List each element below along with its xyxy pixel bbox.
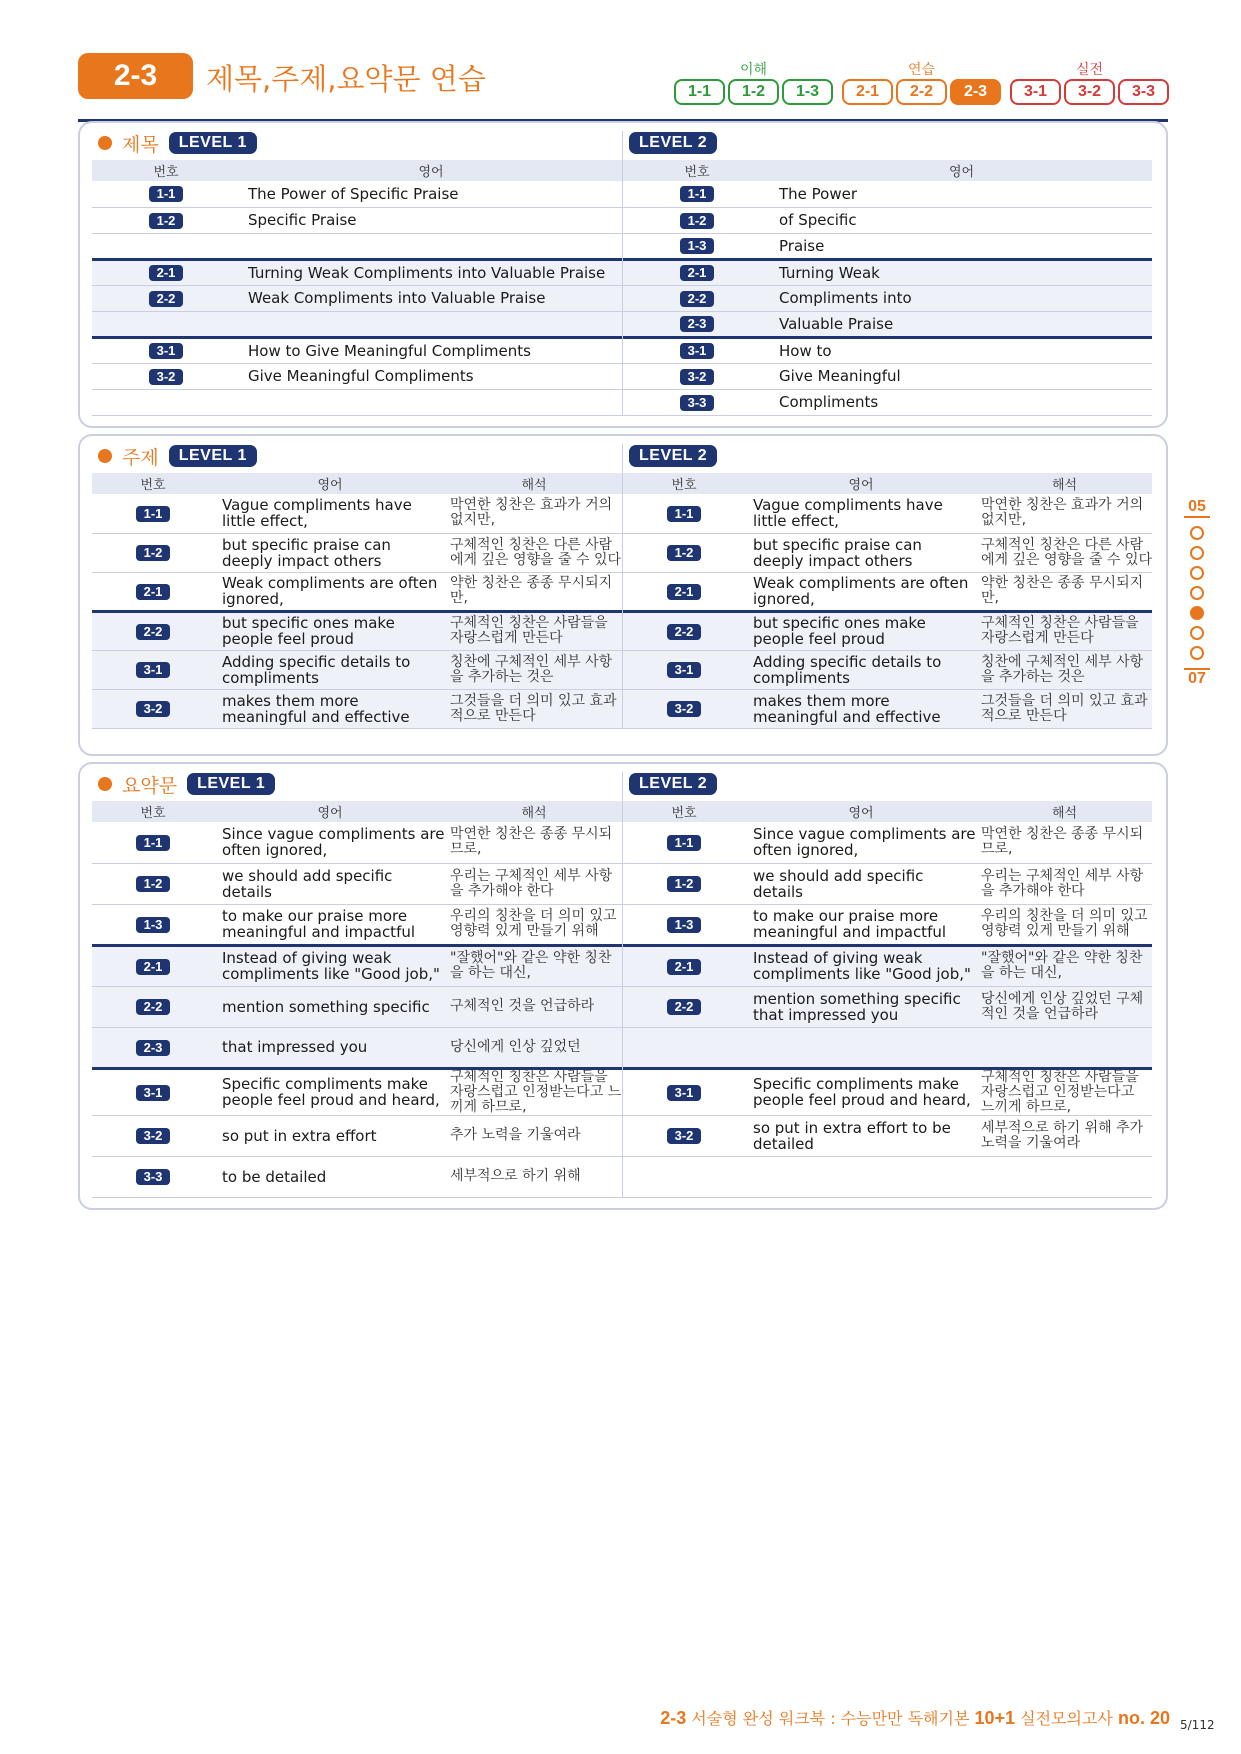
english-cell: makes them more meaningful and effective xyxy=(745,689,977,728)
row-number-badge: 3-1 xyxy=(667,1085,701,1101)
row-number-badge: 2-2 xyxy=(136,999,170,1015)
table-row xyxy=(623,181,1152,207)
english-cell: Weak compliments are often ignored, xyxy=(745,572,977,611)
row-number-badge: 3-1 xyxy=(680,343,714,359)
table-row xyxy=(623,863,1152,904)
english-cell: Give Meaningful Compliments xyxy=(240,363,622,389)
section-number-badge: 2-3 xyxy=(78,53,193,99)
row-number-cell xyxy=(623,389,771,415)
row-number-cell xyxy=(623,904,745,945)
side-nav-circle[interactable] xyxy=(1190,586,1204,600)
korean-cell: 막연한 칭찬은 효과가 거의 없지만, xyxy=(446,494,622,533)
row-number-badge: 3-2 xyxy=(667,701,701,717)
col-header-eng: 영어 xyxy=(771,160,1152,181)
row-number-cell xyxy=(623,863,745,904)
english-cell: but specific ones make people feel proud xyxy=(214,611,446,650)
nav-pill-1-3[interactable]: 1-3 xyxy=(782,79,833,105)
english-cell: to make our praise more meaningful and impactful xyxy=(745,904,977,945)
topic-section xyxy=(78,434,1168,756)
summary-section xyxy=(78,762,1168,1210)
topic-table-level1 xyxy=(92,473,622,729)
nav-group-real xyxy=(1010,59,1169,105)
english-cell: Compliments xyxy=(771,389,1152,415)
table-row xyxy=(92,337,622,363)
table-row xyxy=(92,986,622,1027)
page-header xyxy=(78,53,1168,121)
row-number-badge: 1-2 xyxy=(136,876,170,892)
row-number-badge: 3-2 xyxy=(680,369,714,385)
nav-pill-1-2[interactable]: 1-2 xyxy=(728,79,779,105)
row-number-cell xyxy=(92,533,214,572)
table-row xyxy=(92,233,622,259)
row-number-cell xyxy=(92,494,214,533)
korean-cell: 우리의 칭찬을 더 의미 있고 영향력 있게 만들기 위해 xyxy=(977,904,1152,945)
section-name: 요약문 xyxy=(122,774,178,797)
row-number-cell xyxy=(623,1115,745,1156)
summary-table-level1 xyxy=(92,801,622,1198)
title-table-level1 xyxy=(92,160,622,416)
row-number-cell xyxy=(623,650,745,689)
table-row xyxy=(92,533,622,572)
table-row xyxy=(623,259,1152,285)
table-row xyxy=(623,1027,1152,1068)
table-row xyxy=(623,533,1152,572)
row-number-badge: 2-1 xyxy=(149,265,183,281)
nav-group-label: 실전 xyxy=(1075,62,1104,78)
row-number-cell xyxy=(92,1027,214,1068)
title-section xyxy=(78,121,1168,428)
row-number-badge: 3-2 xyxy=(667,1128,701,1144)
english-cell: to make our praise more meaningful and impactful xyxy=(214,904,446,945)
row-number-cell xyxy=(623,285,771,311)
korean-cell: 구체적인 칭찬은 다른 사람에게 깊은 영향을 줄 수 있다 xyxy=(977,533,1152,572)
table-row xyxy=(92,572,622,611)
row-number-cell xyxy=(92,945,214,986)
table-row xyxy=(92,207,622,233)
bullet-dot xyxy=(98,777,112,791)
row-number-cell xyxy=(92,207,240,233)
row-number-cell xyxy=(92,822,214,863)
row-number-cell xyxy=(92,363,240,389)
english-cell: we should add specific details xyxy=(745,863,977,904)
table-row xyxy=(92,904,622,945)
row-number-cell xyxy=(92,285,240,311)
row-number-cell xyxy=(623,533,745,572)
level-badge: LEVEL 1 xyxy=(169,132,257,154)
table-row xyxy=(92,363,622,389)
side-nav-end: 07 xyxy=(1184,668,1210,688)
row-number-badge: 3-1 xyxy=(149,343,183,359)
row-number-badge: 1-1 xyxy=(149,186,183,202)
topic-level1 xyxy=(92,444,622,729)
footer-book-title xyxy=(560,1706,1170,1729)
nav-pill-2-3[interactable]: 2-3 xyxy=(950,79,1001,105)
english-cell: The Power of Specific Praise xyxy=(240,181,622,207)
english-cell: Compliments into xyxy=(771,285,1152,311)
section-name: 주제 xyxy=(122,446,159,469)
table-row xyxy=(92,1115,622,1156)
english-cell: How to Give Meaningful Compliments xyxy=(240,337,622,363)
title-level2 xyxy=(622,131,1152,416)
english-cell: Valuable Praise xyxy=(771,311,1152,337)
table-row xyxy=(623,986,1152,1027)
table-row xyxy=(92,389,622,415)
row-number-badge: 1-1 xyxy=(680,186,714,202)
side-nav-circle[interactable] xyxy=(1190,546,1204,560)
row-number-cell xyxy=(92,311,240,337)
table-row xyxy=(623,650,1152,689)
row-number-badge: 3-3 xyxy=(136,1169,170,1185)
row-number-badge: 2-1 xyxy=(136,584,170,600)
korean-cell: 막연한 칭찬은 효과가 거의 없지만, xyxy=(977,494,1152,533)
col-header-num: 번호 xyxy=(623,160,771,181)
row-number-badge: 3-3 xyxy=(680,395,714,411)
col-header-eng: 영어 xyxy=(214,473,446,494)
table-row xyxy=(623,1068,1152,1115)
row-number-cell xyxy=(92,650,214,689)
english-cell: but specific praise can deeply impact others xyxy=(745,533,977,572)
col-header-eng: 영어 xyxy=(240,160,622,181)
side-nav-start: 05 xyxy=(1184,498,1210,518)
side-nav-circle[interactable] xyxy=(1190,606,1204,620)
nav-pill-1-1[interactable]: 1-1 xyxy=(674,79,725,105)
row-number-cell xyxy=(623,611,745,650)
korean-cell: 막연한 칭찬은 종종 무시되므로, xyxy=(977,822,1152,863)
english-cell: but specific praise can deeply impact others xyxy=(214,533,446,572)
col-header-num: 번호 xyxy=(623,801,745,822)
english-cell: that impressed you xyxy=(214,1027,446,1068)
row-number-cell xyxy=(623,1156,745,1197)
table-row xyxy=(92,945,622,986)
english-cell: Adding specific details to compliments xyxy=(214,650,446,689)
row-number-badge: 3-2 xyxy=(149,369,183,385)
korean-cell: 우리의 칭찬을 더 의미 있고 영향력 있게 만들기 위해 xyxy=(446,904,622,945)
row-number-cell xyxy=(623,945,745,986)
table-row xyxy=(92,611,622,650)
col-header-kor: 해석 xyxy=(977,801,1152,822)
english-cell: Specific Praise xyxy=(240,207,622,233)
page-title: 제목,주제,요약문 연습 xyxy=(206,62,486,96)
korean-cell: "잘했어"와 같은 약한 칭찬을 하는 대신, xyxy=(977,945,1152,986)
table-row xyxy=(92,1027,622,1068)
english-cell: Vague compliments have little effect, xyxy=(745,494,977,533)
korean-cell: 구체적인 칭찬은 사람들을 자랑스럽게 만든다 xyxy=(977,611,1152,650)
korean-cell: 구체적인 칭찬은 사람들을 자랑스럽게 만든다 xyxy=(446,611,622,650)
row-number-badge: 1-3 xyxy=(680,238,714,254)
row-number-cell xyxy=(623,311,771,337)
table-row xyxy=(623,494,1152,533)
row-number-cell xyxy=(623,181,771,207)
side-nav-circle[interactable] xyxy=(1190,526,1204,540)
row-number-badge: 2-2 xyxy=(136,624,170,640)
row-number-cell xyxy=(92,337,240,363)
row-number-badge: 1-2 xyxy=(136,545,170,561)
english-cell: but specific ones make people feel proud xyxy=(745,611,977,650)
table-row xyxy=(623,904,1152,945)
level-badge: LEVEL 1 xyxy=(169,445,257,467)
table-row xyxy=(623,389,1152,415)
row-number-cell xyxy=(92,389,240,415)
row-number-cell xyxy=(623,1068,745,1115)
level-badge: LEVEL 1 xyxy=(187,773,275,795)
table-row xyxy=(623,945,1152,986)
table-row xyxy=(623,285,1152,311)
col-header-eng: 영어 xyxy=(745,473,977,494)
row-number-badge: 1-1 xyxy=(136,835,170,851)
row-number-badge: 3-2 xyxy=(136,1128,170,1144)
row-number-cell xyxy=(623,337,771,363)
row-number-cell xyxy=(92,1068,214,1115)
summary-table-level2 xyxy=(623,801,1152,1198)
summary-level1 xyxy=(92,772,622,1198)
korean-cell: 칭찬에 구체적인 세부 사항을 추가하는 것은 xyxy=(446,650,622,689)
english-cell: Specific compliments make people feel proud and heard, xyxy=(214,1068,446,1115)
english-cell xyxy=(240,311,622,337)
row-number-cell xyxy=(623,822,745,863)
step-navigation xyxy=(668,53,1168,113)
col-header-kor: 해석 xyxy=(977,473,1152,494)
korean-cell: 그것들을 더 의미 있고 효과적으로 만든다 xyxy=(446,689,622,728)
korean-cell: 그것들을 더 의미 있고 효과적으로 만든다 xyxy=(977,689,1152,728)
col-header-num: 번호 xyxy=(92,160,240,181)
side-nav-circle[interactable] xyxy=(1190,566,1204,580)
side-nav-circles xyxy=(1184,518,1210,668)
row-number-badge: 3-1 xyxy=(136,1085,170,1101)
row-number-badge: 1-1 xyxy=(667,506,701,522)
korean-cell: 구체적인 것을 언급하라 xyxy=(446,986,622,1027)
bullet-dot xyxy=(98,449,112,463)
english-cell xyxy=(745,1156,977,1197)
row-number-badge: 2-1 xyxy=(680,265,714,281)
table-row xyxy=(92,259,622,285)
row-number-cell xyxy=(623,363,771,389)
korean-cell: 막연한 칭찬은 종종 무시되므로, xyxy=(446,822,622,863)
row-number-cell xyxy=(92,1156,214,1197)
footer-section: 2-3 xyxy=(660,1708,687,1728)
english-cell: The Power xyxy=(771,181,1152,207)
nav-pill-3-3[interactable]: 3-3 xyxy=(1118,79,1169,105)
korean-cell: 구체적인 칭찬은 다른 사람에게 깊은 영향을 줄 수 있다 xyxy=(446,533,622,572)
table-row xyxy=(623,1115,1152,1156)
row-number-badge: 1-2 xyxy=(680,213,714,229)
korean-cell xyxy=(977,1027,1152,1068)
row-number-badge: 1-2 xyxy=(667,876,701,892)
korean-cell: 세부적으로 하기 위해 xyxy=(446,1156,622,1197)
table-row xyxy=(623,311,1152,337)
level-badge: LEVEL 2 xyxy=(629,445,717,467)
korean-cell xyxy=(977,1156,1152,1197)
nav-pill-2-2[interactable]: 2-2 xyxy=(896,79,947,105)
col-header-kor: 해석 xyxy=(446,473,622,494)
level-badge: LEVEL 2 xyxy=(629,132,717,154)
korean-cell: 우리는 구체적인 세부 사항을 추가해야 한다 xyxy=(977,863,1152,904)
row-number-badge: 1-2 xyxy=(667,545,701,561)
table-row xyxy=(623,337,1152,363)
english-cell: Since vague compliments are often ignored, xyxy=(214,822,446,863)
row-number-cell xyxy=(92,572,214,611)
table-row xyxy=(92,1156,622,1197)
row-number-badge: 2-3 xyxy=(136,1040,170,1056)
row-number-badge: 1-1 xyxy=(136,506,170,522)
korean-cell: 약한 칭찬은 종종 무시되지만, xyxy=(977,572,1152,611)
col-header-eng: 영어 xyxy=(214,801,446,822)
row-number-badge: 1-2 xyxy=(149,213,183,229)
col-header-num: 번호 xyxy=(92,801,214,822)
row-number-badge: 1-3 xyxy=(667,917,701,933)
row-number-badge: 2-1 xyxy=(136,959,170,975)
table-row xyxy=(92,494,622,533)
footer-text: 서술형 완성 워크북 : 수능만만 독해기본 xyxy=(686,1709,975,1728)
english-cell: makes them more meaningful and effective xyxy=(214,689,446,728)
row-number-badge: 2-1 xyxy=(667,584,701,600)
row-number-cell xyxy=(92,1115,214,1156)
nav-group-label: 연습 xyxy=(907,62,936,78)
english-cell: so put in extra effort xyxy=(214,1115,446,1156)
row-number-badge: 2-2 xyxy=(667,999,701,1015)
footer-text2: 실전모의고사 xyxy=(1015,1709,1118,1728)
korean-cell: 당신에게 인상 깊었던 xyxy=(446,1027,622,1068)
table-row xyxy=(623,611,1152,650)
level-badge: LEVEL 2 xyxy=(629,773,717,795)
footer-exam-number: no. 20 xyxy=(1117,1708,1170,1728)
row-number-cell xyxy=(92,181,240,207)
row-number-badge: 2-2 xyxy=(149,291,183,307)
row-number-badge: 3-1 xyxy=(667,662,701,678)
english-cell: Vague compliments have little effect, xyxy=(214,494,446,533)
nav-pill-2-1[interactable]: 2-1 xyxy=(842,79,893,105)
topic-level2 xyxy=(622,444,1152,729)
topic-table-level2 xyxy=(623,473,1152,729)
english-cell: Turning Weak Compliments into Valuable Praise xyxy=(240,259,622,285)
row-number-badge: 1-3 xyxy=(136,917,170,933)
side-nav-circle[interactable] xyxy=(1190,626,1204,640)
english-cell xyxy=(240,233,622,259)
row-number-badge: 2-2 xyxy=(680,291,714,307)
title-level1 xyxy=(92,131,622,416)
english-cell: Instead of giving weak compliments like "Good job," xyxy=(745,945,977,986)
col-header-num: 번호 xyxy=(623,473,745,494)
english-cell: we should add specific details xyxy=(214,863,446,904)
row-number-cell xyxy=(92,259,240,285)
row-number-badge: 2-3 xyxy=(680,316,714,332)
row-number-badge: 3-1 xyxy=(136,662,170,678)
col-header-eng: 영어 xyxy=(745,801,977,822)
side-progress-nav xyxy=(1184,498,1210,688)
table-row xyxy=(92,863,622,904)
nav-pill-3-2[interactable]: 3-2 xyxy=(1064,79,1115,105)
table-row xyxy=(623,207,1152,233)
english-cell: Give Meaningful xyxy=(771,363,1152,389)
row-number-cell xyxy=(623,233,771,259)
nav-group-understand xyxy=(674,59,833,105)
korean-cell: 당신에게 인상 깊었던 구체적인 것을 언급하라 xyxy=(977,986,1152,1027)
bullet-dot xyxy=(98,136,112,150)
english-cell xyxy=(745,1027,977,1068)
row-number-badge: 2-2 xyxy=(667,624,701,640)
row-number-cell xyxy=(92,689,214,728)
english-cell xyxy=(240,389,622,415)
row-number-cell xyxy=(623,207,771,233)
row-number-cell xyxy=(623,1027,745,1068)
row-number-badge: 1-1 xyxy=(667,835,701,851)
table-row xyxy=(623,572,1152,611)
row-number-cell xyxy=(623,572,745,611)
table-row xyxy=(92,689,622,728)
english-cell: Weak Compliments into Valuable Praise xyxy=(240,285,622,311)
korean-cell: 우리는 구체적인 세부 사항을 추가해야 한다 xyxy=(446,863,622,904)
table-row xyxy=(623,822,1152,863)
row-number-cell xyxy=(92,863,214,904)
english-cell: so put in extra effort to be detailed xyxy=(745,1115,977,1156)
korean-cell: 구체적인 칭찬은 사람들을 자랑스럽고 인정받는다고 느끼게 하므로, xyxy=(977,1068,1152,1115)
page-number: 5/112 xyxy=(1180,1718,1215,1732)
korean-cell: "잘했어"와 같은 약한 칭찬을 하는 대신, xyxy=(446,945,622,986)
table-row xyxy=(92,285,622,311)
english-cell: Specific compliments make people feel proud and heard, xyxy=(745,1068,977,1115)
english-cell: mention something specific that impressed you xyxy=(745,986,977,1027)
nav-group-label: 이해 xyxy=(739,62,768,78)
english-cell: Since vague compliments are often ignored, xyxy=(745,822,977,863)
korean-cell: 추가 노력을 기울여라 xyxy=(446,1115,622,1156)
section-name: 제목 xyxy=(122,133,159,156)
table-row xyxy=(623,363,1152,389)
english-cell: Adding specific details to compliments xyxy=(745,650,977,689)
table-row xyxy=(92,311,622,337)
english-cell: to be detailed xyxy=(214,1156,446,1197)
summary-level2 xyxy=(622,772,1152,1198)
col-header-num: 번호 xyxy=(92,473,214,494)
row-number-cell xyxy=(623,689,745,728)
english-cell: How to xyxy=(771,337,1152,363)
row-number-badge: 3-2 xyxy=(136,701,170,717)
row-number-cell xyxy=(92,904,214,945)
row-number-cell xyxy=(623,259,771,285)
english-cell: mention something specific xyxy=(214,986,446,1027)
table-row xyxy=(92,1068,622,1115)
korean-cell: 약한 칭찬은 종종 무시되지만, xyxy=(446,572,622,611)
korean-cell: 세부적으로 하기 위해 추가 노력을 기울여라 xyxy=(977,1115,1152,1156)
table-row xyxy=(92,181,622,207)
table-row xyxy=(623,233,1152,259)
english-cell: Instead of giving weak compliments like "Good job," xyxy=(214,945,446,986)
row-number-badge: 2-1 xyxy=(667,959,701,975)
table-row xyxy=(92,650,622,689)
table-row xyxy=(92,822,622,863)
side-nav-circle[interactable] xyxy=(1190,646,1204,660)
korean-cell: 구체적인 칭찬은 사람들을 자랑스럽고 인정받는다고 느끼게 하므로, xyxy=(446,1068,622,1115)
row-number-cell xyxy=(92,233,240,259)
english-cell: Praise xyxy=(771,233,1152,259)
row-number-cell xyxy=(92,611,214,650)
nav-group-practice xyxy=(842,59,1001,105)
title-table-level2 xyxy=(623,160,1152,416)
row-number-cell xyxy=(92,986,214,1027)
nav-pill-3-1[interactable]: 3-1 xyxy=(1010,79,1061,105)
col-header-kor: 해석 xyxy=(446,801,622,822)
english-cell: of Specific xyxy=(771,207,1152,233)
footer-book: 10+1 xyxy=(974,1708,1016,1728)
row-number-cell xyxy=(623,986,745,1027)
english-cell: Weak compliments are often ignored, xyxy=(214,572,446,611)
row-number-cell xyxy=(623,494,745,533)
korean-cell: 칭찬에 구체적인 세부 사항을 추가하는 것은 xyxy=(977,650,1152,689)
english-cell: Turning Weak xyxy=(771,259,1152,285)
table-row xyxy=(623,689,1152,728)
table-row xyxy=(623,1156,1152,1197)
